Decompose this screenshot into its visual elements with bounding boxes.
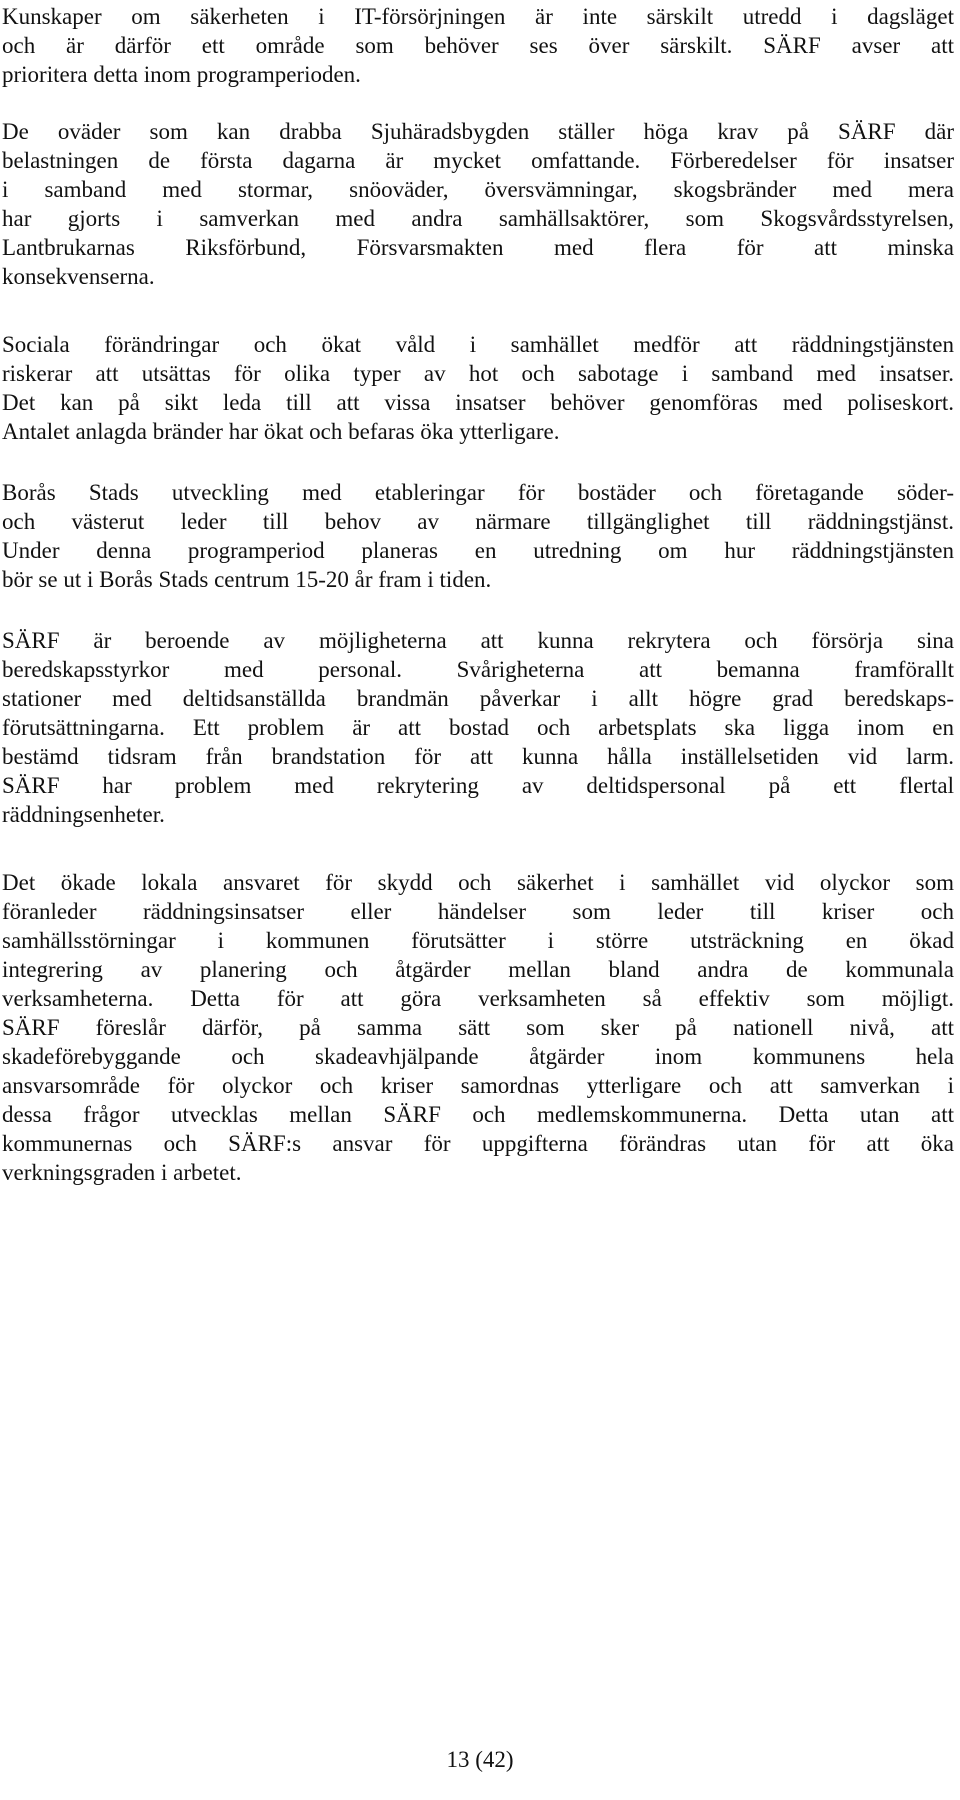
text-line: Antalet anlagda bränder har ökat och befaras öka ytterligare. xyxy=(2,419,560,444)
text-line: skadeförebyggande och skadeavhjälpande åtgärder inom kommunens hela xyxy=(2,1044,954,1069)
text-line: integrering av planering och åtgärder mellan bland andra de kommunala xyxy=(2,957,954,982)
text-line: Borås Stads utveckling med etableringar för bostäder och företagande söder- xyxy=(2,480,954,505)
text-line: har gjorts i samverkan med andra samhällsaktörer, som Skogsvårdsstyrelsen, xyxy=(2,206,954,231)
text-line: föranleder räddningsinsatser eller händelser som leder till kriser och xyxy=(2,899,954,924)
text-line: dessa frågor utvecklas mellan SÄRF och medlemskommunerna. Detta utan att xyxy=(2,1102,954,1127)
text-line: SÄRF är beroende av möjligheterna att kunna rekrytera och försörja sina xyxy=(2,628,954,653)
text-line: bör se ut i Borås Stads centrum 15-20 år fram i tiden. xyxy=(2,567,492,592)
text-line: belastningen de första dagarna är mycket omfattande. Förberedelser för insatser xyxy=(2,148,954,173)
text-line: kommunernas och SÄRF:s ansvar för uppgifterna förändras utan för att öka xyxy=(2,1131,954,1156)
text-line: räddningsenheter. xyxy=(2,802,165,827)
text-line: Under denna programperiod planeras en utredning om hur räddningstjänsten xyxy=(2,538,954,563)
text-line: prioritera detta inom programperioden. xyxy=(2,62,361,87)
text-line: konsekvenserna. xyxy=(2,264,155,289)
text-line: beredskapsstyrkor med personal. Svårigheterna att bemanna framförallt xyxy=(2,657,954,682)
text-line: ansvarsområde för olyckor och kriser samordnas ytterligare och att samverkan i xyxy=(2,1073,954,1098)
paragraph-social-changes xyxy=(2,330,954,446)
text-line: och är därför ett område som behöver ses över särskilt. SÄRF avser att xyxy=(2,33,954,58)
text-line: förutsättningarna. Ett problem är att bostad och arbetsplats ska ligga inom en xyxy=(2,715,954,740)
text-line: bestämd tidsram från brandstation för att kunna hålla inställelsetiden vid larm. xyxy=(2,744,954,769)
paragraph-boras-development xyxy=(2,478,954,594)
text-line: Sociala förändringar och ökat våld i samhället medför att räddningstjänsten xyxy=(2,332,954,357)
text-line: Kunskaper om säkerheten i IT-försörjningen är inte särskilt utredd i dagsläget xyxy=(2,4,954,29)
paragraph-it-security xyxy=(2,2,954,89)
text-line: i samband med stormar, snöoväder, översvämningar, skogsbränder med mera xyxy=(2,177,954,202)
text-line: riskerar att utsättas för olika typer av hot och sabotage i samband med insatser. xyxy=(2,361,954,386)
text-line: Lantbrukarnas Riksförbund, Försvarsmakten med flera för att minska xyxy=(2,235,954,260)
text-line: De oväder som kan drabba Sjuhäradsbygden ställer höga krav på SÄRF där xyxy=(2,119,954,144)
text-line: Det ökade lokala ansvaret för skydd och säkerhet i samhället vid olyckor som xyxy=(2,870,954,895)
text-line: SÄRF har problem med rekrytering av deltidspersonal på ett flertal xyxy=(2,773,954,798)
page-number: 13 (42) xyxy=(446,1747,514,1772)
text-line: verkningsgraden i arbetet. xyxy=(2,1160,242,1185)
paragraph-local-responsibility xyxy=(2,868,954,1187)
paragraph-storms xyxy=(2,117,954,291)
text-line: samhällsstörningar i kommunen förutsätter i större utsträckning en ökad xyxy=(2,928,954,953)
text-line: och västerut leder till behov av närmare tillgänglighet till räddningstjänst. xyxy=(2,509,954,534)
text-line: verksamheterna. Detta för att göra verksamheten så effektiv som möjligt. xyxy=(2,986,954,1011)
text-line: Det kan på sikt leda till att vissa insatser behöver genomföras med poliseskort. xyxy=(2,390,954,415)
text-line: SÄRF föreslår därför, på samma sätt som sker på nationell nivå, att xyxy=(2,1015,954,1040)
text-line: stationer med deltidsanställda brandmän påverkar i allt högre grad beredskaps- xyxy=(2,686,954,711)
paragraph-recruitment xyxy=(2,626,954,829)
